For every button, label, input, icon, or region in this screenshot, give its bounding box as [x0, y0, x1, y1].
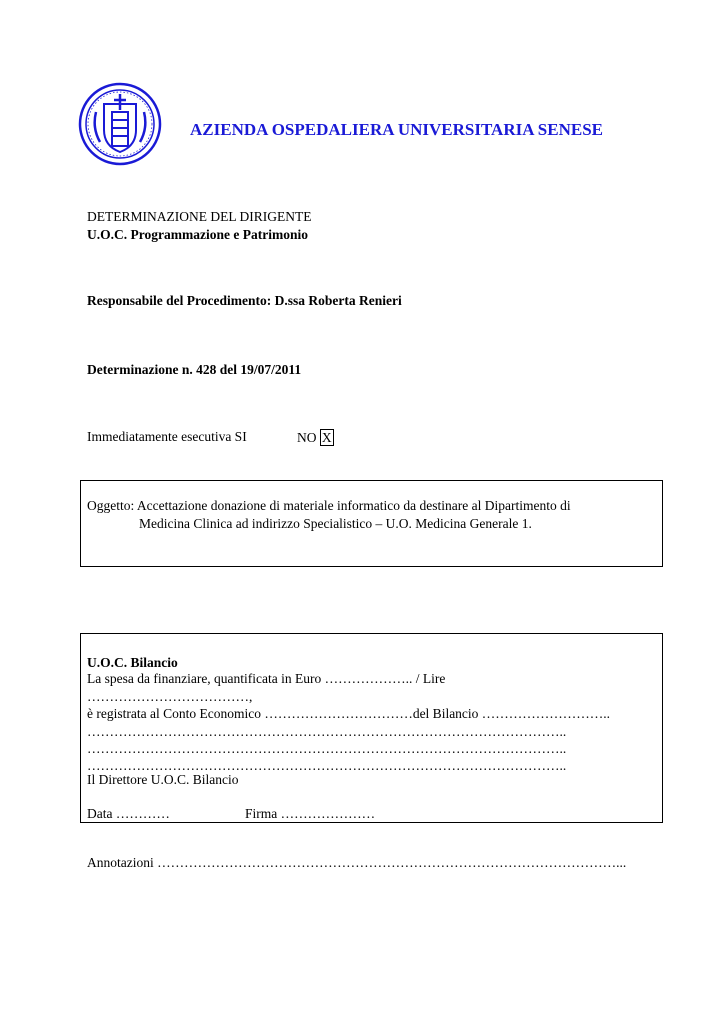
budget-line-1: La spesa da finanziare, quantificata in Euro ……………….. / Lire — [87, 671, 446, 686]
no-option — [297, 429, 334, 446]
budget-director: Il Direttore U.O.C. Bilancio — [87, 772, 239, 787]
budget-line-3: è registrata al Conto Economico ……………………………del Bilancio ……………………….. — [87, 706, 611, 721]
budget-line-6: …………………………………………………………………………………………….. — [87, 758, 567, 773]
budget-date: Data ………… — [87, 806, 170, 821]
unit-name: U.O.C. Programmazione e Patrimonio — [87, 227, 308, 242]
organization-name: AZIENDA OSPEDALIERA UNIVERSITARIA SENESE — [190, 120, 603, 139]
determination-number: Determinazione n. 428 del 19/07/2011 — [87, 362, 302, 377]
subject-box — [80, 480, 663, 567]
immediately-executive-label: Immediatamente esecutiva SI — [87, 429, 247, 444]
responsible-person: Responsabile del Procedimento: D.ssa Roberta Renieri — [87, 293, 402, 308]
budget-line-4: …………………………………………………………………………………………….. — [87, 724, 567, 739]
subject-line-1: Oggetto: Accettazione donazione di materiale informatico da destinare al Dipartimento di — [87, 498, 571, 513]
budget-box — [80, 633, 663, 823]
no-checkbox-mark: X — [321, 430, 332, 445]
budget-line-5: …………………………………………………………………………………………….. — [87, 741, 567, 756]
budget-line-2: ………………………………, — [87, 689, 253, 704]
no-label: NO — [297, 430, 317, 445]
budget-signature: Firma ………………… — [245, 806, 376, 821]
notes-line: Annotazioni …………………………………………………………………………………………... — [87, 855, 627, 870]
budget-title: U.O.C. Bilancio — [87, 655, 178, 670]
hospital-seal-icon — [78, 82, 162, 166]
subject-line-2: Medicina Clinica ad indirizzo Specialistico – U.O. Medicina Generale 1. — [139, 516, 532, 531]
determination-heading: DETERMINAZIONE DEL DIRIGENTE — [87, 209, 312, 224]
